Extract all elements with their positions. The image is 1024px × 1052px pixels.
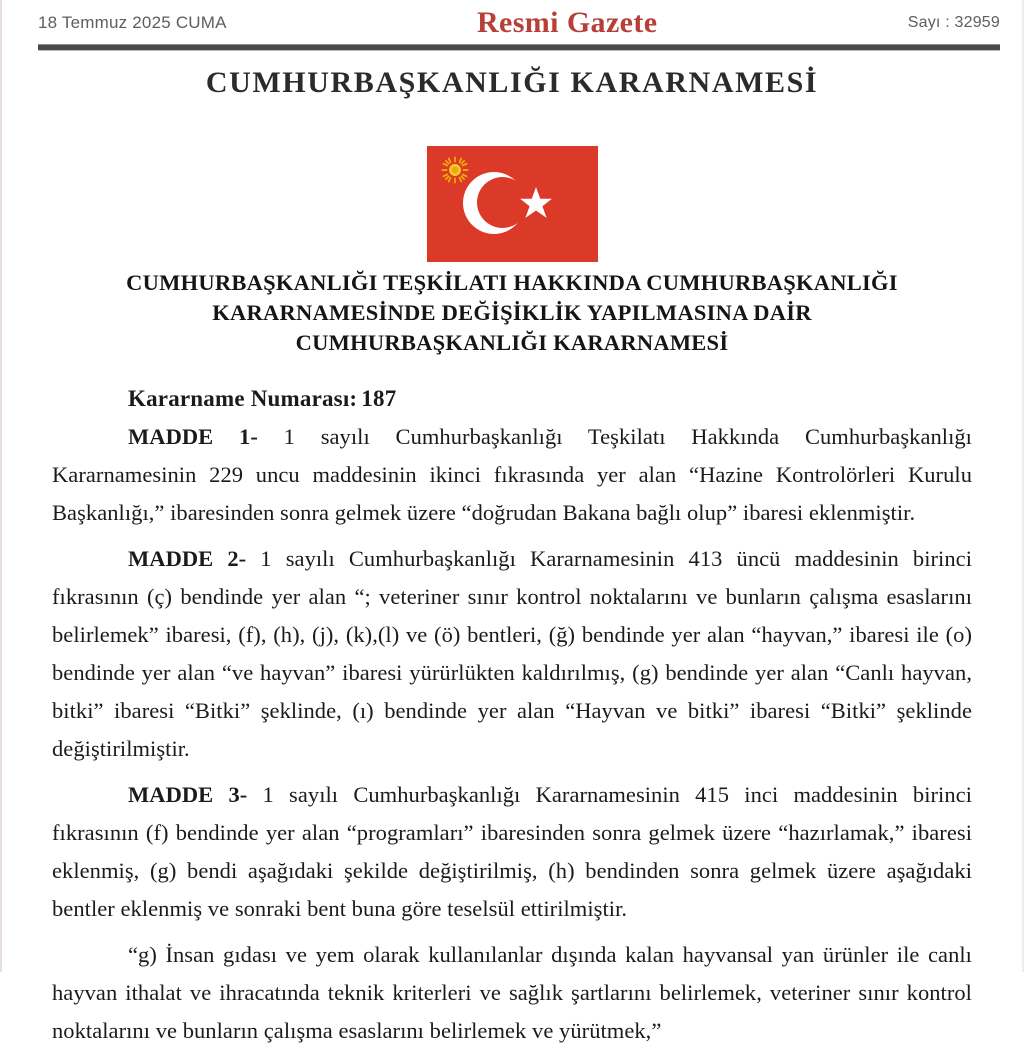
article-paragraph — [52, 776, 972, 928]
article-label: MADDE 1- — [128, 424, 258, 449]
document-title-line-1: CUMHURBAŞKANLIĞI TEŞKİLATI HAKKINDA CUMHURBAŞKANLIĞI — [126, 270, 898, 295]
article-paragraph — [52, 418, 972, 532]
publication-date: 18 Temmuz 2025 CUMA — [38, 13, 227, 32]
article-label: MADDE 3- — [128, 782, 248, 807]
document-title-line-3: CUMHURBAŞKANLIĞI KARARNAMESİ — [295, 330, 729, 355]
gazette-title: Resmi Gazete — [476, 6, 658, 39]
turkish-flag-icon — [427, 146, 598, 262]
decree-number-label: Kararname Numarası: — [128, 386, 358, 411]
article-text: 1 sayılı Cumhurbaşkanlığı Kararnamesinin 415 inci maddesinin birinci fıkrasının (f) bendinde yer alan “programları” ibaresinden sonra gelmek üzere “hazırlamak,” ibaresi eklenmiş, (g) bendi aşağıdaki şekilde değiştirilmiş, (h) bendinden sonra gelmek üzere aşağıdaki bentler eklenmiş ve sonraki bent buna göre teselsül ettirilmiştir. — [52, 782, 972, 921]
decree-number-value: 187 — [361, 386, 397, 411]
masthead — [38, 6, 1000, 40]
quoted-clause-paragraph: “g) İnsan gıdası ve yem olarak kullanılanlar dışında kalan hayvansal yan ürünler ile canlı hayvan ithalat ve ihracatında teknik kriterleri ve sağlık şartlarını belirlemek, veteriner sınır kontrol noktalarını ve bunların çalışma esaslarını belirlemek ve yürütmek,” — [52, 942, 972, 1043]
document-body — [52, 386, 972, 1052]
article-label: MADDE 2- — [128, 546, 247, 571]
issue-number: Sayı : 32959 — [907, 14, 1000, 31]
document-title-line-2: KARARNAMESİNDE DEĞİŞİKLİK YAPILMASINA DAİR — [212, 300, 812, 325]
article-paragraph — [52, 540, 972, 768]
article-text: 1 sayılı Cumhurbaşkanlığı Kararnamesinin 413 üncü maddesinin birinci fıkrasının (ç) bendinde yer alan “; veteriner sınır kontrol noktalarını ve bunların çalışma esaslarını belirlemek” ibaresi, (f), (h), (j), (k),(l) ve (ö) bentleri, (ğ) bendinde yer alan “hayvan,” ibaresi ile (o) bendinde yer alan “ve hayvan” ibaresi yürürlükten kaldırılmış, (g) bendinde yer alan “Canlı hayvan, bitki” ibaresi “Bitki” şeklinde, (ı) bendinde yer alan “Hayvan ve bitki” ibaresi “Bitki” şeklinde değiştirilmiştir. — [52, 546, 972, 761]
document-title — [70, 268, 954, 358]
article-text: 1 sayılı Cumhurbaşkanlığı Teşkilatı Hakkında Cumhurbaşkanlığı Kararnamesinin 229 uncu maddesinin ikinci fıkrasında yer alan “Hazine Kontrolörleri Kurulu Başkanlığı,” ibaresinden sonra gelmek üzere “doğrudan Bakana bağlı olup” ibaresi eklenmiştir. — [52, 424, 972, 525]
flag-container — [0, 146, 1024, 262]
section-heading: CUMHURBAŞKANLIĞI KARARNAMESİ — [205, 66, 819, 99]
decree-number-line — [128, 386, 972, 412]
sun-emblem-icon — [441, 156, 469, 184]
header-divider — [38, 44, 1000, 51]
five-pointed-star-icon — [519, 186, 553, 220]
